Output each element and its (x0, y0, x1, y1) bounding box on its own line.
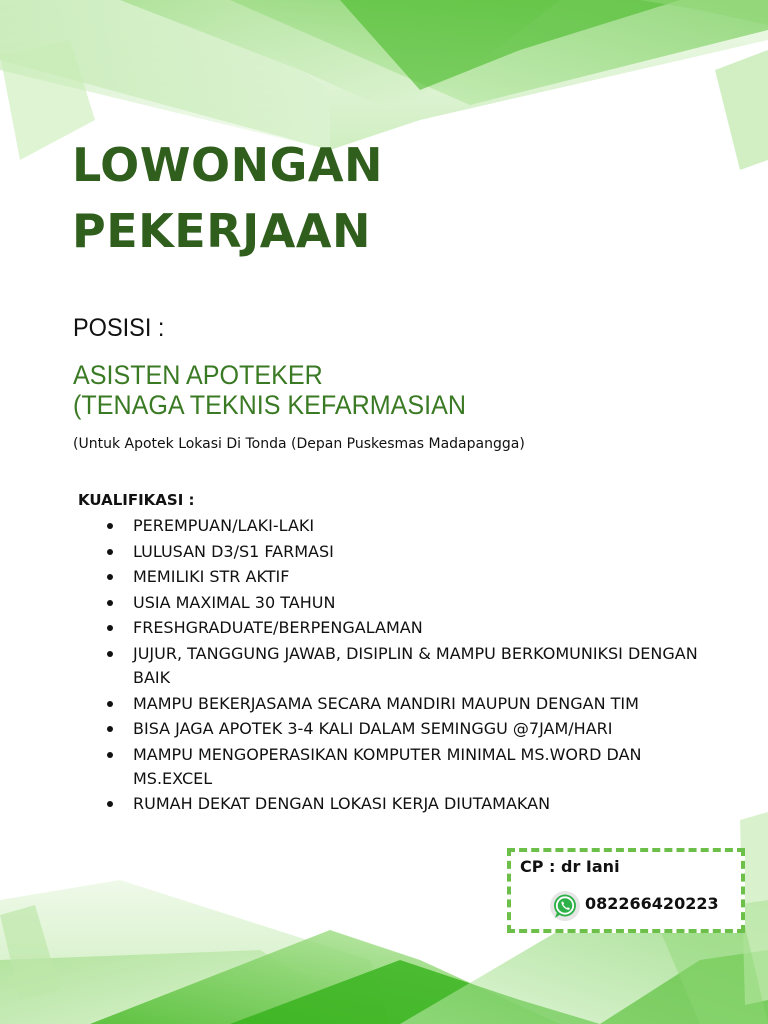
qualification-item: MEMILIKI STR AKTIF (105, 565, 725, 589)
phone-number: 082266420223 (585, 894, 719, 913)
qualification-item: PEREMPUAN/LAKI-LAKI (105, 514, 725, 538)
qualification-item: JUJUR, TANGGUNG JAWAB, DISIPLIN & MAMPU BERKOMUNIKSI DENGAN BAIK (105, 642, 725, 690)
qualification-item: RUMAH DEKAT DENGAN LOKASI KERJA DIUTAMAKAN (105, 792, 725, 816)
location-note: (Untuk Apotek Lokasi Di Tonda (Depan Puskesmas Madapangga) (73, 436, 525, 452)
qualifications-list (105, 514, 725, 818)
title-line: LOWONGAN (72, 138, 383, 192)
qualification-item: MAMPU MENGOPERASIKAN KOMPUTER MINIMAL MS.WORD DAN MS.EXCEL (105, 743, 725, 791)
qualification-item: LULUSAN D3/S1 FARMASI (105, 540, 725, 564)
position-label: POSISI : (73, 314, 165, 342)
contact-person: CP : dr Iani (520, 857, 620, 876)
qualification-item: USIA MAXIMAL 30 TAHUN (105, 591, 725, 615)
contact-box (507, 848, 745, 933)
qualification-item: MAMPU BEKERJASAMA SECARA MANDIRI MAUPUN DENGAN TIM (105, 692, 725, 716)
position-title (73, 360, 466, 420)
qualifications-heading: KUALIFIKASI : (78, 491, 195, 509)
position-title-line: (TENAGA TEKNIS KEFARMASIAN (73, 390, 467, 420)
whatsapp-icon (549, 890, 581, 922)
qualification-item: FRESHGRADUATE/BERPENGALAMAN (105, 616, 725, 640)
qualification-item: BISA JAGA APOTEK 3-4 KALI DALAM SEMINGGU @7JAM/HARI (105, 717, 725, 741)
title-line: PEKERJAAN (72, 204, 371, 258)
page-title (72, 132, 383, 264)
position-title-line: ASISTEN APOTEKER (73, 360, 323, 390)
